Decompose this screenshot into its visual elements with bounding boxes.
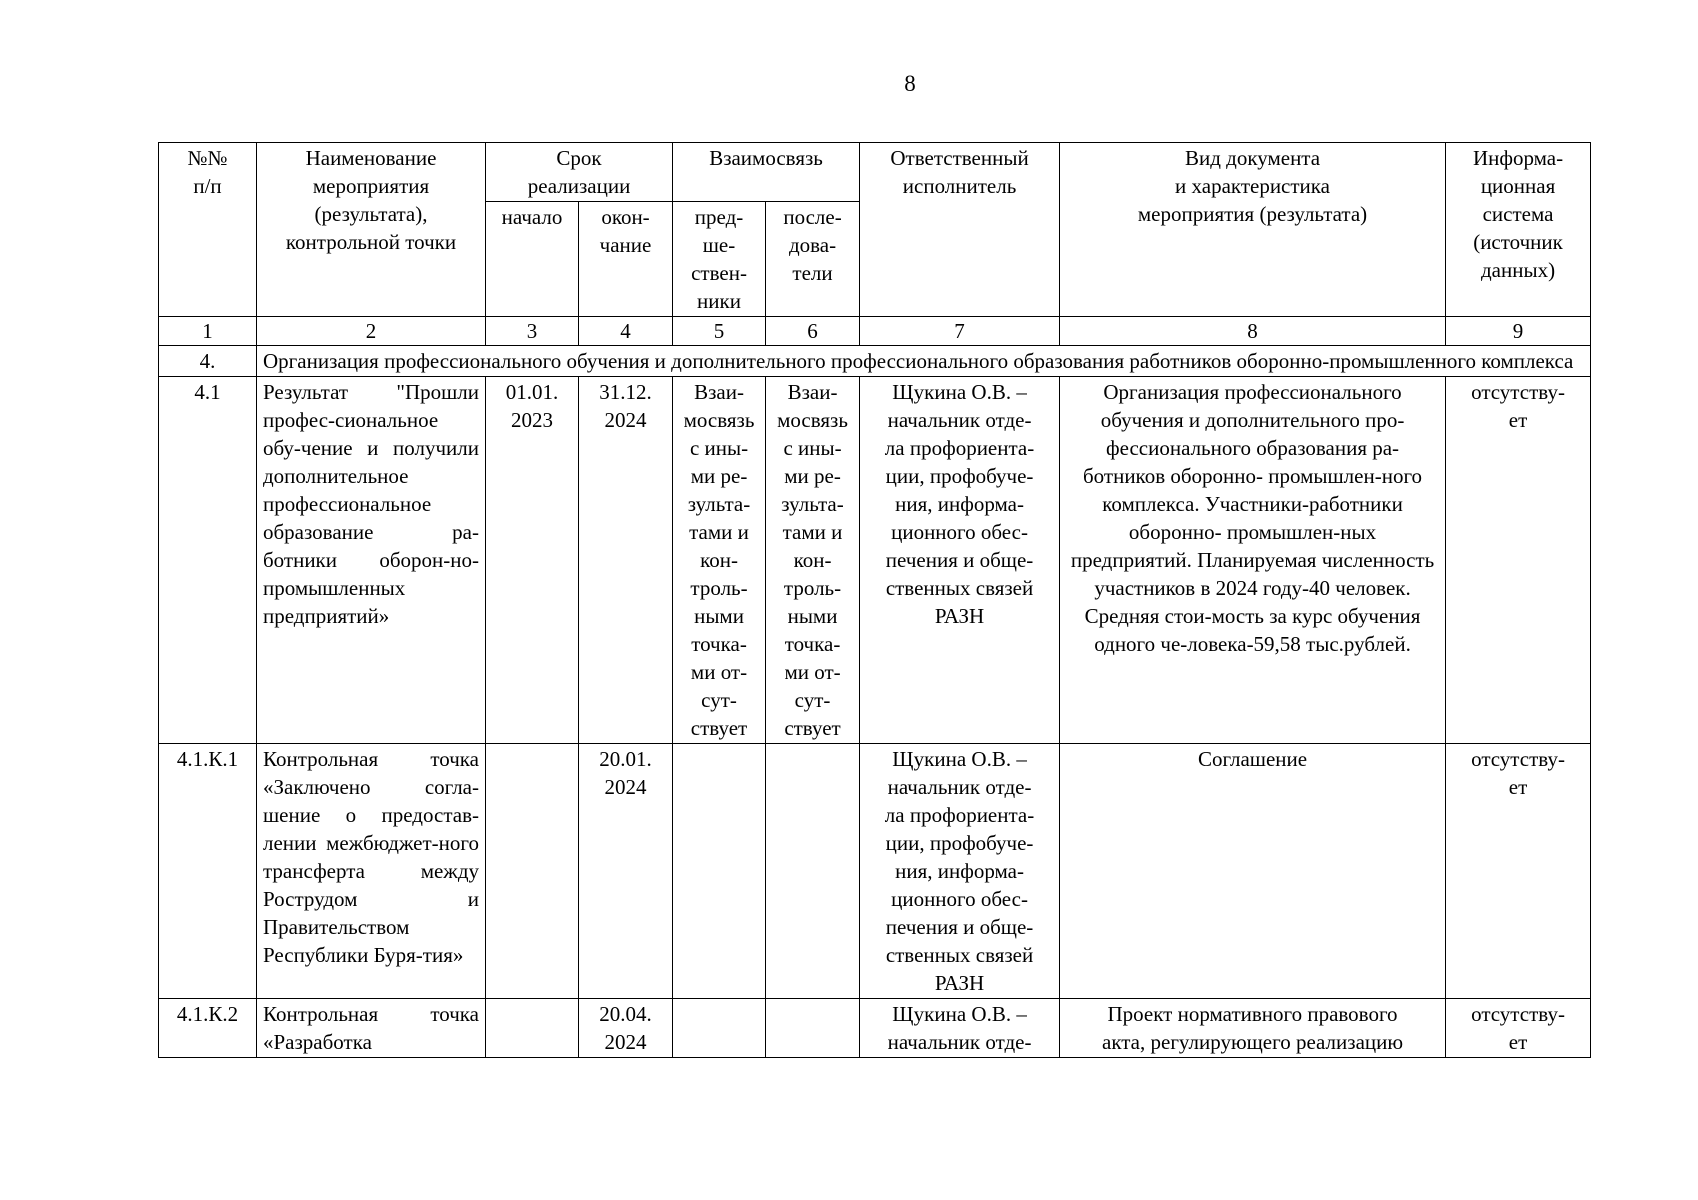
header-period-start: начало	[486, 202, 579, 317]
row-id: 4.1.К.2	[159, 999, 257, 1058]
table-row	[159, 377, 1591, 744]
column-number: 7	[860, 317, 1060, 346]
header-period-end: окон- чание	[579, 202, 673, 317]
header-relation-successors: после- дова- тели	[766, 202, 860, 317]
row-activity-name: Результат "Прошли профес-сиональное обу-чение и получили дополнительное профессиональное образование ра-ботники оборон-но-промышленных предприятий»	[257, 377, 486, 744]
header-activity-name: Наименование мероприятия (результата), контрольной точки	[257, 143, 486, 317]
column-number: 4	[579, 317, 673, 346]
row-id: 4.1	[159, 377, 257, 744]
row-responsible: Щукина О.В. – начальник отде-	[860, 999, 1060, 1058]
row-successors: Взаи- мосвязь с ины- ми ре- зульта- тами и кон- троль- ными точка- ми от- сут- ствует	[766, 377, 860, 744]
table-row	[159, 744, 1591, 999]
row-predecessors	[673, 744, 766, 999]
row-id: 4.1.К.1	[159, 744, 257, 999]
row-start-date	[486, 744, 579, 999]
header-row-1	[159, 143, 1591, 202]
column-number: 1	[159, 317, 257, 346]
column-number: 5	[673, 317, 766, 346]
header-responsible: Ответственный исполнитель	[860, 143, 1060, 317]
row-activity-name: Контрольная точка «Разработка	[257, 999, 486, 1058]
header-relation: Взаимосвязь	[673, 143, 860, 202]
row-info-system: отсутству- ет	[1446, 377, 1591, 744]
row-end-date: 31.12. 2024	[579, 377, 673, 744]
row-predecessors	[673, 999, 766, 1058]
column-numbers-row	[159, 317, 1591, 346]
column-number: 8	[1060, 317, 1446, 346]
row-successors	[766, 999, 860, 1058]
table-row	[159, 999, 1591, 1058]
section-number: 4.	[159, 346, 257, 377]
header-period: Срок реализации	[486, 143, 673, 202]
row-responsible: Щукина О.В. – начальник отде- ла профориента- ции, профобуче- ния, информа- ционного обес- печения и обще- ственных связей РАЗН	[860, 377, 1060, 744]
header-relation-predecessors: пред- ше- ствен- ники	[673, 202, 766, 317]
row-activity-name: Контрольная точка «Заключено согла-шение о предостав-лении межбюджет-ного трансферта между Рострудом и Правительством Республики Буря-тия»	[257, 744, 486, 999]
row-predecessors: Взаи- мосвязь с ины- ми ре- зульта- тами и кон- троль- ными точка- ми от- сут- ствует	[673, 377, 766, 744]
header-info-system: Информа- ционная система (источник данных)	[1446, 143, 1591, 317]
header-number: №№ п/п	[159, 143, 257, 317]
page-number: 8	[904, 71, 916, 96]
column-number: 2	[257, 317, 486, 346]
row-info-system: отсутству- ет	[1446, 744, 1591, 999]
row-start-date	[486, 999, 579, 1058]
column-number: 6	[766, 317, 860, 346]
row-info-system: отсутству- ет	[1446, 999, 1591, 1058]
section-row	[159, 346, 1591, 377]
header-document: Вид документа и характеристика мероприятия (результата)	[1060, 143, 1446, 317]
row-document: Организация профессионального обучения и дополнительного про-фессионального образования ра-ботников оборонно- промышлен-ного комплекса. Участники-работники оборонно- промышлен-ных предприятий. Планируемая численность участников в 2024 году-40 человек. Средняя стои-мость за курс обучения одного че-ловека-59,58 тыс.рублей.	[1060, 377, 1446, 744]
row-responsible: Щукина О.В. – начальник отде- ла профориента- ции, профобуче- ния, информа- ционного обес- печения и обще- ственных связей РАЗН	[860, 744, 1060, 999]
row-document: Проект нормативного правового акта, регулирующего реализацию	[1060, 999, 1446, 1058]
activities-table	[158, 142, 1591, 1058]
column-number: 3	[486, 317, 579, 346]
section-title: Организация профессионального обучения и дополнительного профессионального образования работников оборонно-промышленного комплекса	[257, 346, 1591, 377]
row-successors	[766, 744, 860, 999]
column-number: 9	[1446, 317, 1591, 346]
row-end-date: 20.04. 2024	[579, 999, 673, 1058]
row-end-date: 20.01. 2024	[579, 744, 673, 999]
row-start-date: 01.01. 2023	[486, 377, 579, 744]
row-document: Соглашение	[1060, 744, 1446, 999]
